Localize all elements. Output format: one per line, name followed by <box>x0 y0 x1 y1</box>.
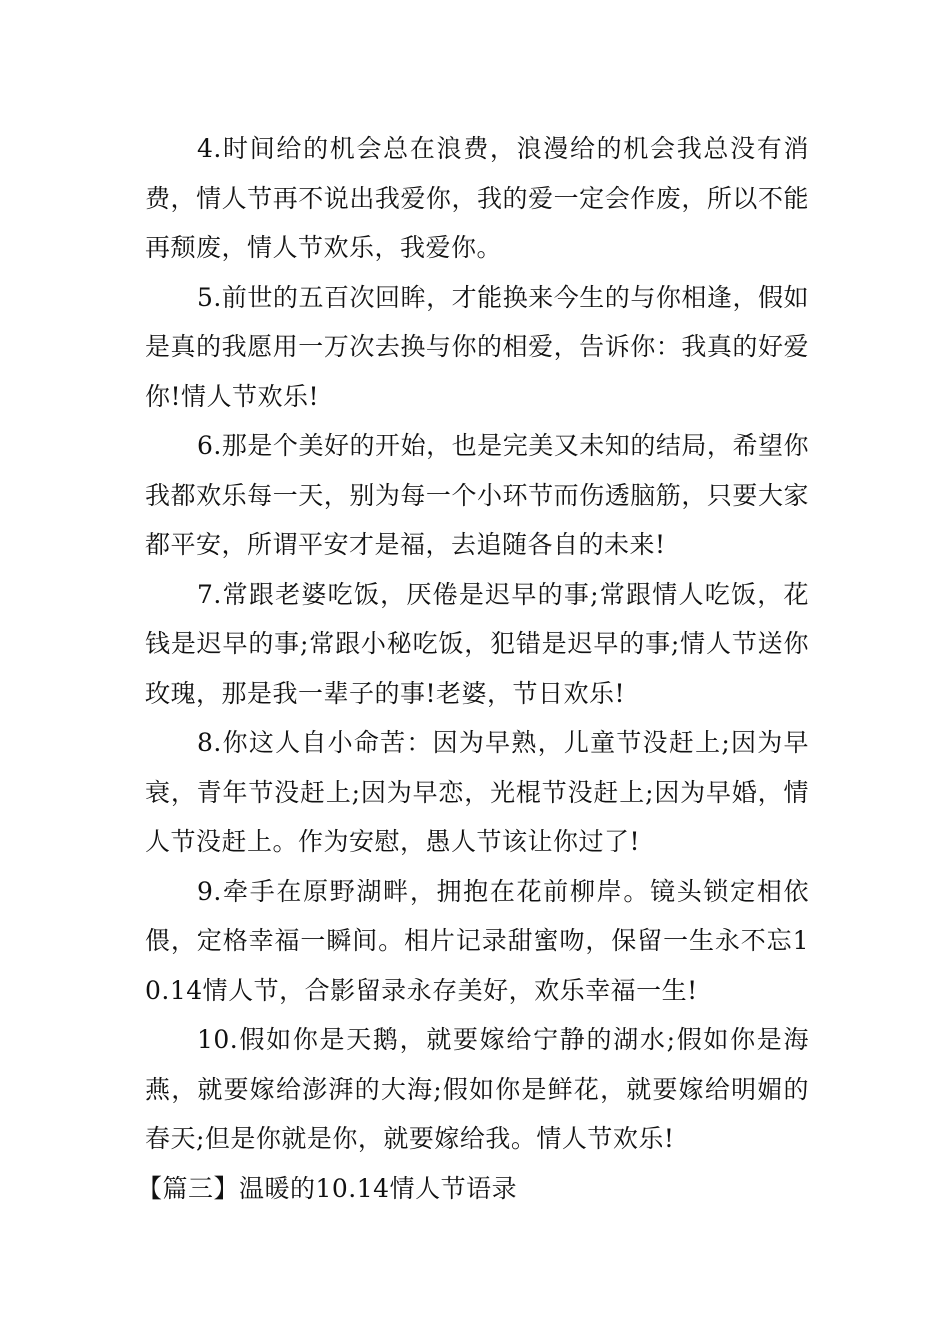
paragraph-8: 8.你这人自小命苦：因为早熟，儿童节没赶上;因为早衰，青年节没赶上;因为早恋，光棍节没赶上;因为早婚，情人节没赶上。作为安慰，愚人节该让你过了! <box>145 728 809 856</box>
section-heading: 【篇三】温暖的10.14情人节语录 <box>137 1173 518 1203</box>
paragraph-9: 9.牵手在原野湖畔，拥抱在花前柳岸。镜头锁定相依偎，定格幸福一瞬间。相片记录甜蜜吻，保留一生永不忘10.14情人节，合影留录永存美好，欢乐幸福一生! <box>145 876 809 1005</box>
paragraph-6: 6.那是个美好的开始，也是完美又未知的结局，希望你我都欢乐每一天，别为每一个小环节而伤透脑筋，只要大家都平安，所谓平安才是福，去追随各自的未来! <box>145 431 809 559</box>
paragraph-5: 5.前世的五百次回眸，才能换来今生的与你相逢，假如是真的我愿用一万次去换与你的相爱，告诉你：我真的好爱你!情人节欢乐! <box>145 282 809 411</box>
paragraph-4: 4.时间给的机会总在浪费，浪漫给的机会我总没有消费，情人节再不说出我爱你，我的爱一定会作废，所以不能再颓废，情人节欢乐，我爱你。 <box>145 134 809 262</box>
paragraph-10: 10.假如你是天鹅，就要嫁给宁静的湖水;假如你是海燕，就要嫁给澎湃的大海;假如你是鲜花，就要嫁给明媚的春天;但是你就是你，就要嫁给我。情人节欢乐! <box>145 1025 809 1153</box>
paragraph-7: 7.常跟老婆吃饭，厌倦是迟早的事;常跟情人吃饭，花钱是迟早的事;常跟小秘吃饭，犯错是迟早的事;情人节送你玫瑰，那是我一辈子的事!老婆，节日欢乐! <box>145 579 809 708</box>
document-body <box>137 124 809 1213</box>
